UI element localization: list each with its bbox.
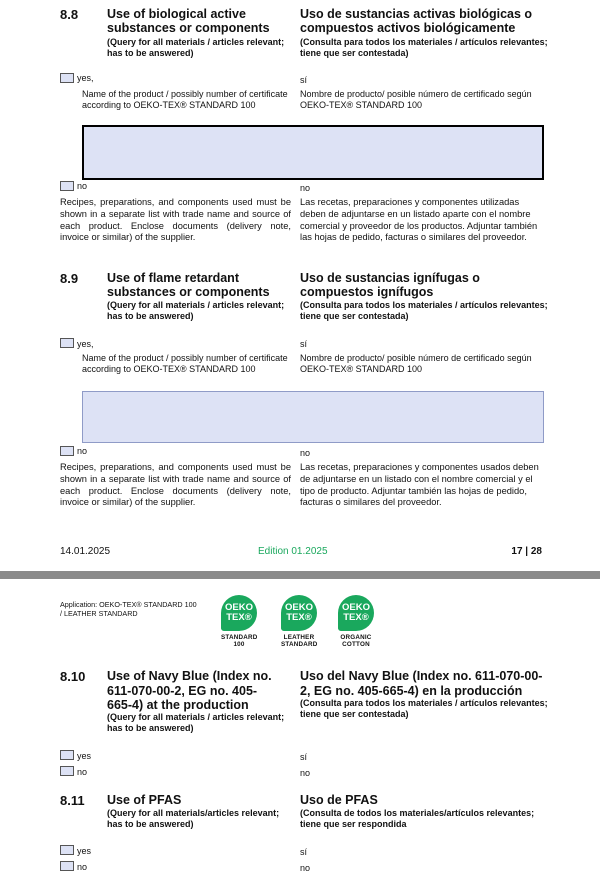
section-title-en: Use of flame retardant substances or components xyxy=(107,271,270,299)
no-label-en: no xyxy=(77,862,88,872)
section-subtitle-en: (Query for all materials / articles relevant; has to be answered) xyxy=(107,300,285,321)
recipes-note-en: Recipes, preparations, and components used must be shown in a separate list with trade name and source of each product. Enclose documents (delivery note, invoice or similar) of the supplier. xyxy=(60,197,291,243)
recipes-note-es: Las recetas, preparaciones y componentes utilizadas deben de adjuntarse en un listado aparte con el nombre comercial y proveedor de los productos. Adjuntar también las hojas de pedido, facturas o similares del proveedor. xyxy=(300,197,538,243)
product-name-label-en: Name of the product / possibly number of certificate according to OEKO-TEX® STANDARD 100 xyxy=(82,353,288,374)
yes-label-en: yes xyxy=(77,751,92,761)
recipes-note-es: Las recetas, preparaciones y componentes usados deben de adjuntarse en un listado con el nombre comercial y el tipo de producto. Adjuntar también las hojas de pedido, facturas o similares del proveedor. xyxy=(300,462,539,508)
section-number: 8.8 xyxy=(60,7,79,22)
yes-label-en: yes, xyxy=(77,339,94,349)
section-title-es: Uso de PFAS xyxy=(300,793,378,807)
product-name-label-en: Name of the product / possibly number of certificate according to OEKO-TEX® STANDARD 100 xyxy=(82,89,288,110)
yes-checkbox[interactable] xyxy=(60,750,74,760)
no-label-en: no xyxy=(77,181,88,191)
section-title-en: Use of PFAS xyxy=(107,793,182,807)
no-label-es: no xyxy=(300,863,311,873)
section-title-es: Uso de sustancias ignífugas o compuestos ignífugos xyxy=(300,271,480,299)
footer-page-number: 17 | 28 xyxy=(511,546,542,557)
section-title-en: Use of biological active substances or components xyxy=(107,7,270,35)
yes-label-en: yes xyxy=(77,846,92,856)
section-number: 8.11 xyxy=(60,793,85,808)
no-checkbox[interactable] xyxy=(60,861,74,871)
section-number: 8.9 xyxy=(60,271,79,286)
oeko-tex-standard-100-logo xyxy=(221,595,257,648)
product-name-label-es: Nombre de producto/ posible número de certificado según OEKO-TEX® STANDARD 100 xyxy=(300,353,532,374)
product-name-input[interactable] xyxy=(82,125,544,180)
no-label-en: no xyxy=(77,446,88,456)
section-subtitle-en: (Query for all materials / articles relevant; has to be answered) xyxy=(107,712,285,733)
no-checkbox[interactable] xyxy=(60,766,74,776)
logo-caption: STANDARD 100 xyxy=(221,634,258,648)
application-label: Application: OEKO-TEX® STANDARD 100 / LEATHER STANDARD xyxy=(60,600,197,618)
yes-checkbox[interactable] xyxy=(60,73,74,83)
section-number: 8.10 xyxy=(60,669,86,684)
logo-mark: OEKO TEX® xyxy=(221,595,257,631)
oeko-tex-leather-standard-logo xyxy=(281,595,317,648)
logo-mark: OEKO TEX® xyxy=(338,595,374,631)
no-label-es: no xyxy=(300,448,311,458)
yes-label-es: sí xyxy=(300,847,308,857)
footer-edition: Edition 01.2025 xyxy=(258,546,328,557)
no-label-es: no xyxy=(300,183,311,193)
section-subtitle-es: (Consulta para todos los materiales / artículos relevantes; tiene que ser contestada) xyxy=(300,37,548,58)
section-title-es: Uso del Navy Blue (Index no. 611-070-00-2, EG no. 405-665-4) en la producción xyxy=(300,669,543,698)
footer-date: 14.01.2025 xyxy=(60,546,111,557)
yes-checkbox[interactable] xyxy=(60,845,74,855)
yes-label-es: sí xyxy=(300,339,308,349)
section-title-es: Uso de sustancias activas biológicas o compuestos activos biológicamente xyxy=(300,7,533,35)
recipes-note-en: Recipes, preparations, and components used must be shown in a separate list with trade name and source of each product. Enclose documents (delivery note, invoice or similar) of the supplier. xyxy=(60,462,291,508)
page-break-divider xyxy=(0,571,600,579)
yes-label-en: yes, xyxy=(77,73,94,83)
section-subtitle-es: (Consulta de todos los materiales/artículos relevantes; tiene que ser respondida xyxy=(300,808,535,829)
logo-caption: LEATHER STANDARD xyxy=(281,634,318,648)
section-subtitle-en: (Query for all materials / articles relevant; has to be answered) xyxy=(107,37,285,58)
no-label-es: no xyxy=(300,768,311,778)
oeko-tex-organic-cotton-logo xyxy=(338,595,374,648)
section-title-en: Use of Navy Blue (Index no. 611-070-00-2, EG no. 405-665-4) at the production xyxy=(107,669,272,712)
product-name-input[interactable] xyxy=(82,391,544,443)
section-subtitle-en: (Query for all materials/articles relevant; has to be answered) xyxy=(107,808,280,829)
no-label-en: no xyxy=(77,767,88,777)
yes-checkbox[interactable] xyxy=(60,338,74,348)
section-subtitle-es: (Consulta para todos los materiales / artículos relevantes; tiene que ser contestada) xyxy=(300,698,548,719)
logo-caption: ORGANIC COTTON xyxy=(340,634,372,648)
product-name-label-es: Nombre de producto/ posible número de certificado según OEKO-TEX® STANDARD 100 xyxy=(300,89,532,110)
yes-label-es: sí xyxy=(300,75,308,85)
yes-label-es: sí xyxy=(300,752,308,762)
logo-mark: OEKO TEX® xyxy=(281,595,317,631)
no-checkbox[interactable] xyxy=(60,181,74,191)
no-checkbox[interactable] xyxy=(60,446,74,456)
section-subtitle-es: (Consulta para todos los materiales / artículos relevantes; tiene que ser contestada) xyxy=(300,300,548,321)
